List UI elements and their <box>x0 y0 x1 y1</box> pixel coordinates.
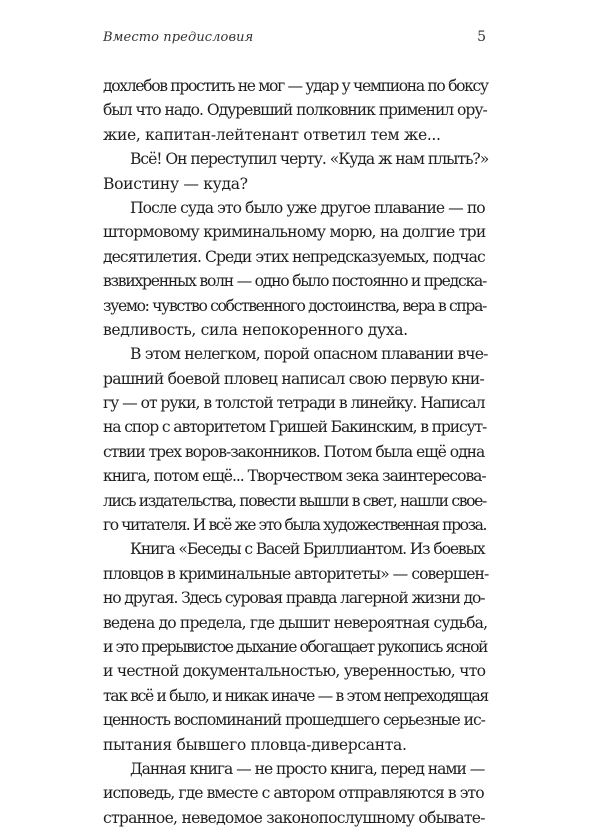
text-line: штормовому криминальному морю, на долгие три <box>103 223 486 242</box>
text-line: книга, потом ещё... Творчеством зека заинтересова- <box>103 467 486 486</box>
text-line: пытания бывшего пловца-диверсанта. <box>103 735 407 754</box>
page-number: 5 <box>477 29 486 45</box>
body-text <box>103 74 488 830</box>
text-line: Всё! Он переступил черту. «Куда ж нам плыть?» <box>130 150 489 169</box>
text-line: жие, капитан-лейтенант ответил тем же... <box>103 125 441 144</box>
text-line: странное, неведомое законопослушному обывате- <box>103 808 485 827</box>
text-line: был что надо. Одуревший полковник применил ору- <box>103 101 487 120</box>
text-line: взвихренных волн — одно было постоянно и предска- <box>103 272 487 291</box>
text-line: ствии трех воров-законников. Потом была ещё одна <box>103 442 485 461</box>
text-line: Книга «Беседы с Васей Бриллиантом. Из боевых <box>130 540 485 559</box>
text-line: но другая. Здесь суровая правда лагерной жизни до- <box>103 589 485 608</box>
text-line: дохлебов простить не мог — удар у чемпиона по боксу <box>103 77 488 95</box>
text-line: и честной документальностью, уверенностью, что <box>103 662 486 681</box>
text-line: зуемо: чувство собственного достоинства, вера в спра- <box>103 296 486 315</box>
text-line: на спор с авторитетом Гришей Бакинским, в присут- <box>103 418 487 437</box>
text-line: лись издательства, повести вышли в свет, нашли свое- <box>103 491 486 510</box>
text-line: исповедь, где вместе с автором отправляются в это <box>103 784 484 803</box>
text-line: рашний боевой пловец написал свою первую кни- <box>103 369 485 388</box>
text-line: го читателя. И всё же это была художественная проза. <box>103 516 487 535</box>
text-line: В этом нелегком, порой опасном плавании вче- <box>130 345 488 364</box>
text-line: ведливость, сила непокоренного духа. <box>103 320 408 339</box>
text-line: После суда это было уже другое плавание — по <box>130 198 485 217</box>
text-line: ценность воспоминаний прошедшего серьезные ис- <box>103 711 485 730</box>
text-line: так всё и было, и никак иначе — в этом непреходящая <box>103 686 488 705</box>
text-line: десятилетия. Среди этих непредсказуемых, подчас <box>103 247 485 266</box>
text-line: гу — от руки, в толстой тетради в линейку. Написал <box>103 394 485 413</box>
text-line: и это прерывистое дыхание обогащает рукопись ясной <box>103 637 487 656</box>
text-line: Данная книга — не просто книга, перед нами — <box>130 759 485 778</box>
text-line: ведена до предела, где дышит невероятная судьба, <box>103 613 488 632</box>
text-line: пловцов в криминальные авторитеты» — совершен- <box>103 564 489 583</box>
running-head-title: Вместо предисловия <box>103 30 254 45</box>
text-line: Воистину — куда? <box>103 174 248 193</box>
